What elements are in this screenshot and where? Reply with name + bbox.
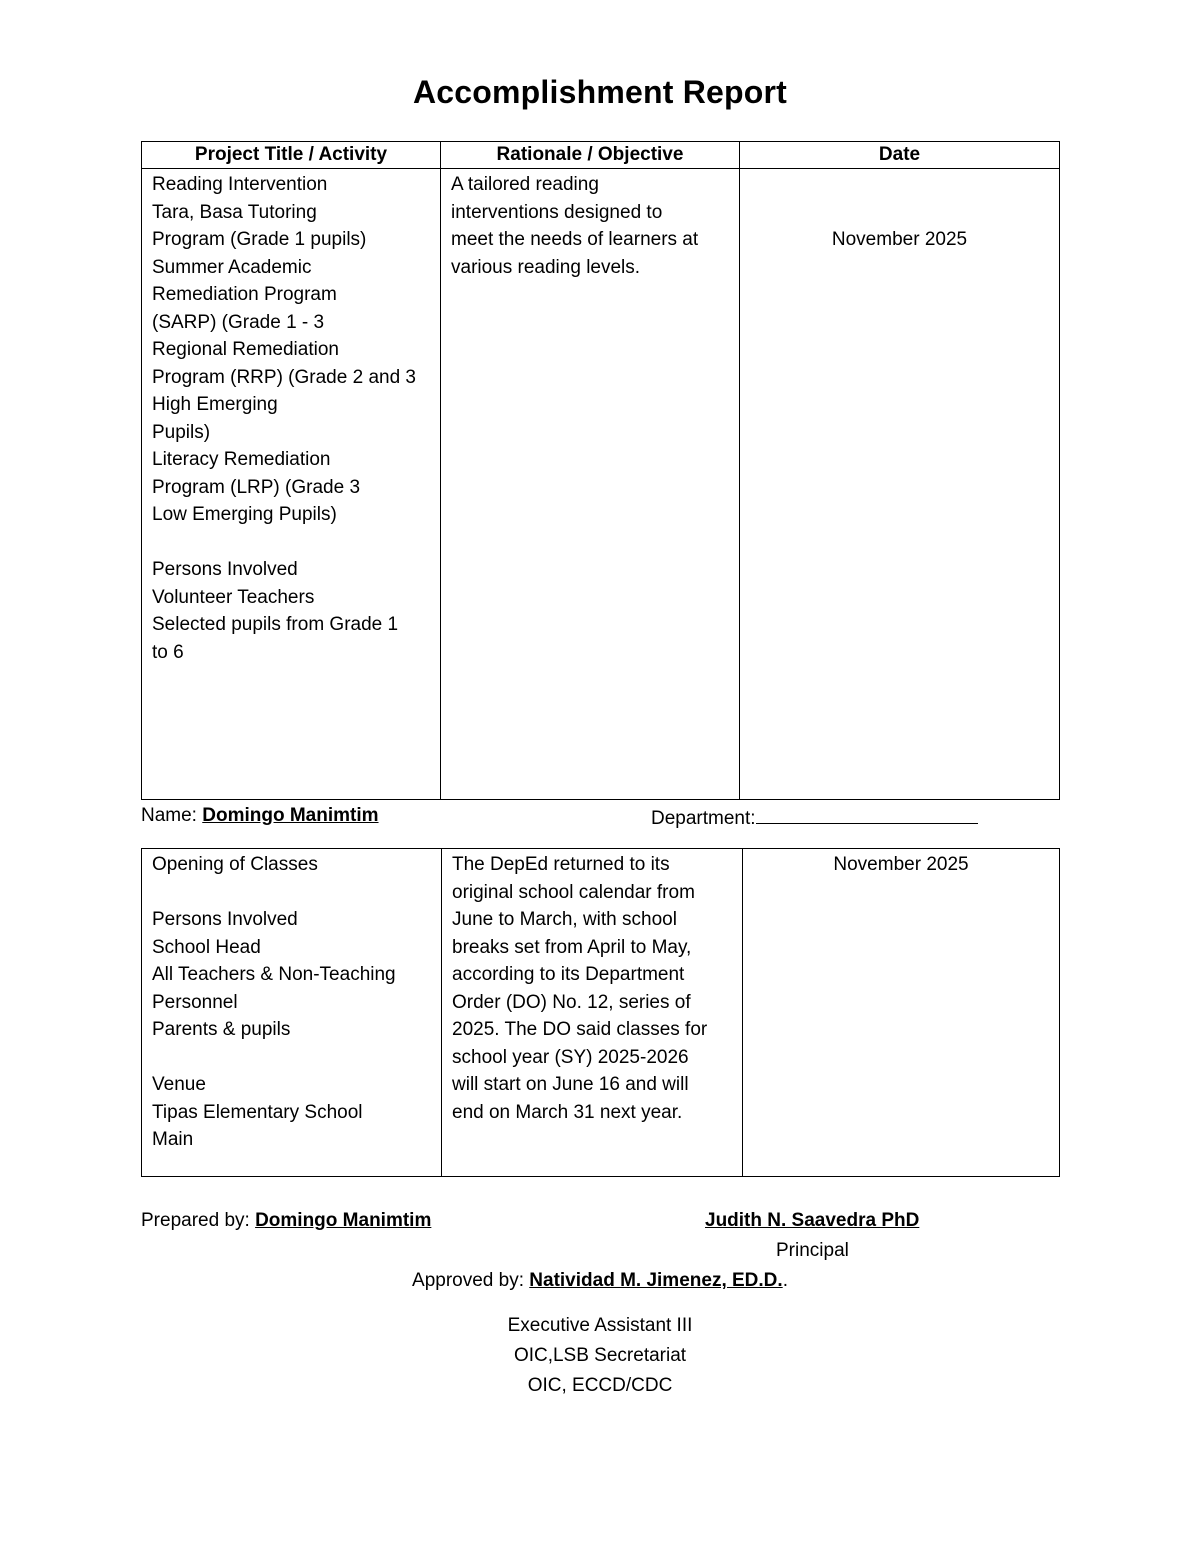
date-cell — [740, 169, 1060, 800]
activity-line: Regional Remediation — [152, 339, 339, 360]
activity-line: Literacy Remediation — [152, 449, 331, 470]
table-row — [142, 169, 1060, 800]
activity-line: Program (RRP) (Grade 2 and 3 — [152, 366, 416, 388]
activity-line: (SARP) (Grade 1 - 3 — [152, 311, 325, 333]
principal-name: Judith N. Saavedra PhD — [705, 1210, 920, 1231]
approved-suffix: . — [782, 1270, 788, 1291]
rationale-line: The DepEd returned to its — [452, 854, 670, 875]
name-value: Domingo Manimtim — [202, 805, 379, 826]
department-blank-line — [756, 805, 978, 824]
rationale-line: interventions designed to — [451, 201, 663, 223]
rationale-line: will start on June 16 and will — [452, 1074, 689, 1095]
persons-line: Personnel — [152, 991, 238, 1013]
persons-line: School Head — [152, 936, 261, 958]
activity-cell — [142, 169, 441, 800]
rationale-line: meet the needs of learners at — [451, 229, 699, 250]
venue-line: Tipas Elementary School — [152, 1101, 363, 1123]
prepared-by — [141, 1210, 431, 1232]
persons-line: Selected pupils from Grade 1 — [152, 614, 399, 635]
persons-line: Volunteer Teachers — [152, 586, 315, 608]
rationale-cell — [442, 849, 743, 1177]
rationale-line: 2025. The DO said classes for — [452, 1019, 708, 1040]
spacer — [750, 171, 1049, 226]
approved-label: Approved by: — [412, 1270, 524, 1291]
name-label: Name: — [141, 805, 197, 826]
spacer — [152, 879, 431, 907]
activity-line: Reading Intervention — [152, 174, 328, 195]
table-header-row — [142, 142, 1060, 169]
prepared-label: Prepared by: — [141, 1210, 250, 1231]
activity-line: Summer Academic — [152, 256, 312, 278]
principal-signature — [705, 1210, 919, 1232]
activity-cell — [142, 849, 442, 1177]
name-field — [141, 805, 379, 827]
date-cell — [743, 849, 1060, 1177]
header-rationale: Rationale / Objective — [441, 142, 740, 169]
activities-table — [141, 141, 1060, 800]
rationale-line: end on March 31 next year. — [452, 1101, 683, 1123]
rationale-line: Order (DO) No. 12, series of — [452, 991, 691, 1013]
activity-line: Remediation Program — [152, 284, 337, 305]
rationale-line: according to its Department — [452, 964, 685, 985]
approver-title-1: Executive Assistant III — [507, 1315, 693, 1336]
persons-line: to 6 — [152, 641, 184, 663]
rationale-line: June to March, with school — [452, 909, 677, 930]
principal-title: Principal — [776, 1240, 849, 1261]
activity-line: Pupils) — [152, 421, 211, 443]
date-value: November 2025 — [833, 854, 969, 875]
persons-line: Parents & pupils — [152, 1019, 291, 1040]
rationale-line: original school calendar from — [452, 881, 695, 903]
activities-table-2 — [141, 848, 1060, 1177]
approver-title-2: OIC,LSB Secretariat — [513, 1345, 687, 1366]
persons-line: Persons Involved — [152, 559, 298, 580]
header-date: Date — [740, 142, 1060, 169]
venue-line: Venue — [152, 1074, 206, 1095]
rationale-line: breaks set from April to May, — [452, 936, 692, 958]
date-value: November 2025 — [831, 229, 968, 250]
activity-line: Tara, Basa Tutoring — [152, 201, 317, 223]
rationale-line: A tailored reading — [451, 174, 599, 195]
rationale-line: various reading levels. — [451, 256, 641, 278]
activity-line: Opening of Classes — [152, 854, 318, 875]
persons-line: Persons Involved — [152, 909, 298, 930]
approver-title-3: OIC, ECCD/CDC — [527, 1375, 673, 1396]
activity-line: High Emerging — [152, 394, 278, 415]
spacer — [152, 529, 430, 557]
table-row — [142, 849, 1060, 1177]
approved-name: Natividad M. Jimenez, ED.D. — [529, 1270, 783, 1291]
venue-line: Main — [152, 1129, 194, 1150]
page-title: Accomplishment Report — [412, 74, 788, 110]
rationale-line: school year (SY) 2025-2026 — [452, 1046, 689, 1068]
department-label: Department: — [651, 808, 756, 829]
header-project-title: Project Title / Activity — [142, 142, 441, 169]
rationale-cell — [441, 169, 740, 800]
activity-line: Program (Grade 1 pupils) — [152, 229, 367, 250]
activity-line: Program (LRP) (Grade 3 — [152, 476, 361, 498]
spacer — [152, 1044, 431, 1072]
persons-line: All Teachers & Non-Teaching — [152, 964, 396, 985]
approved-by — [0, 1270, 1200, 1292]
department-field — [651, 805, 978, 830]
activity-line: Low Emerging Pupils) — [152, 504, 337, 525]
prepared-name: Domingo Manimtim — [255, 1210, 432, 1231]
